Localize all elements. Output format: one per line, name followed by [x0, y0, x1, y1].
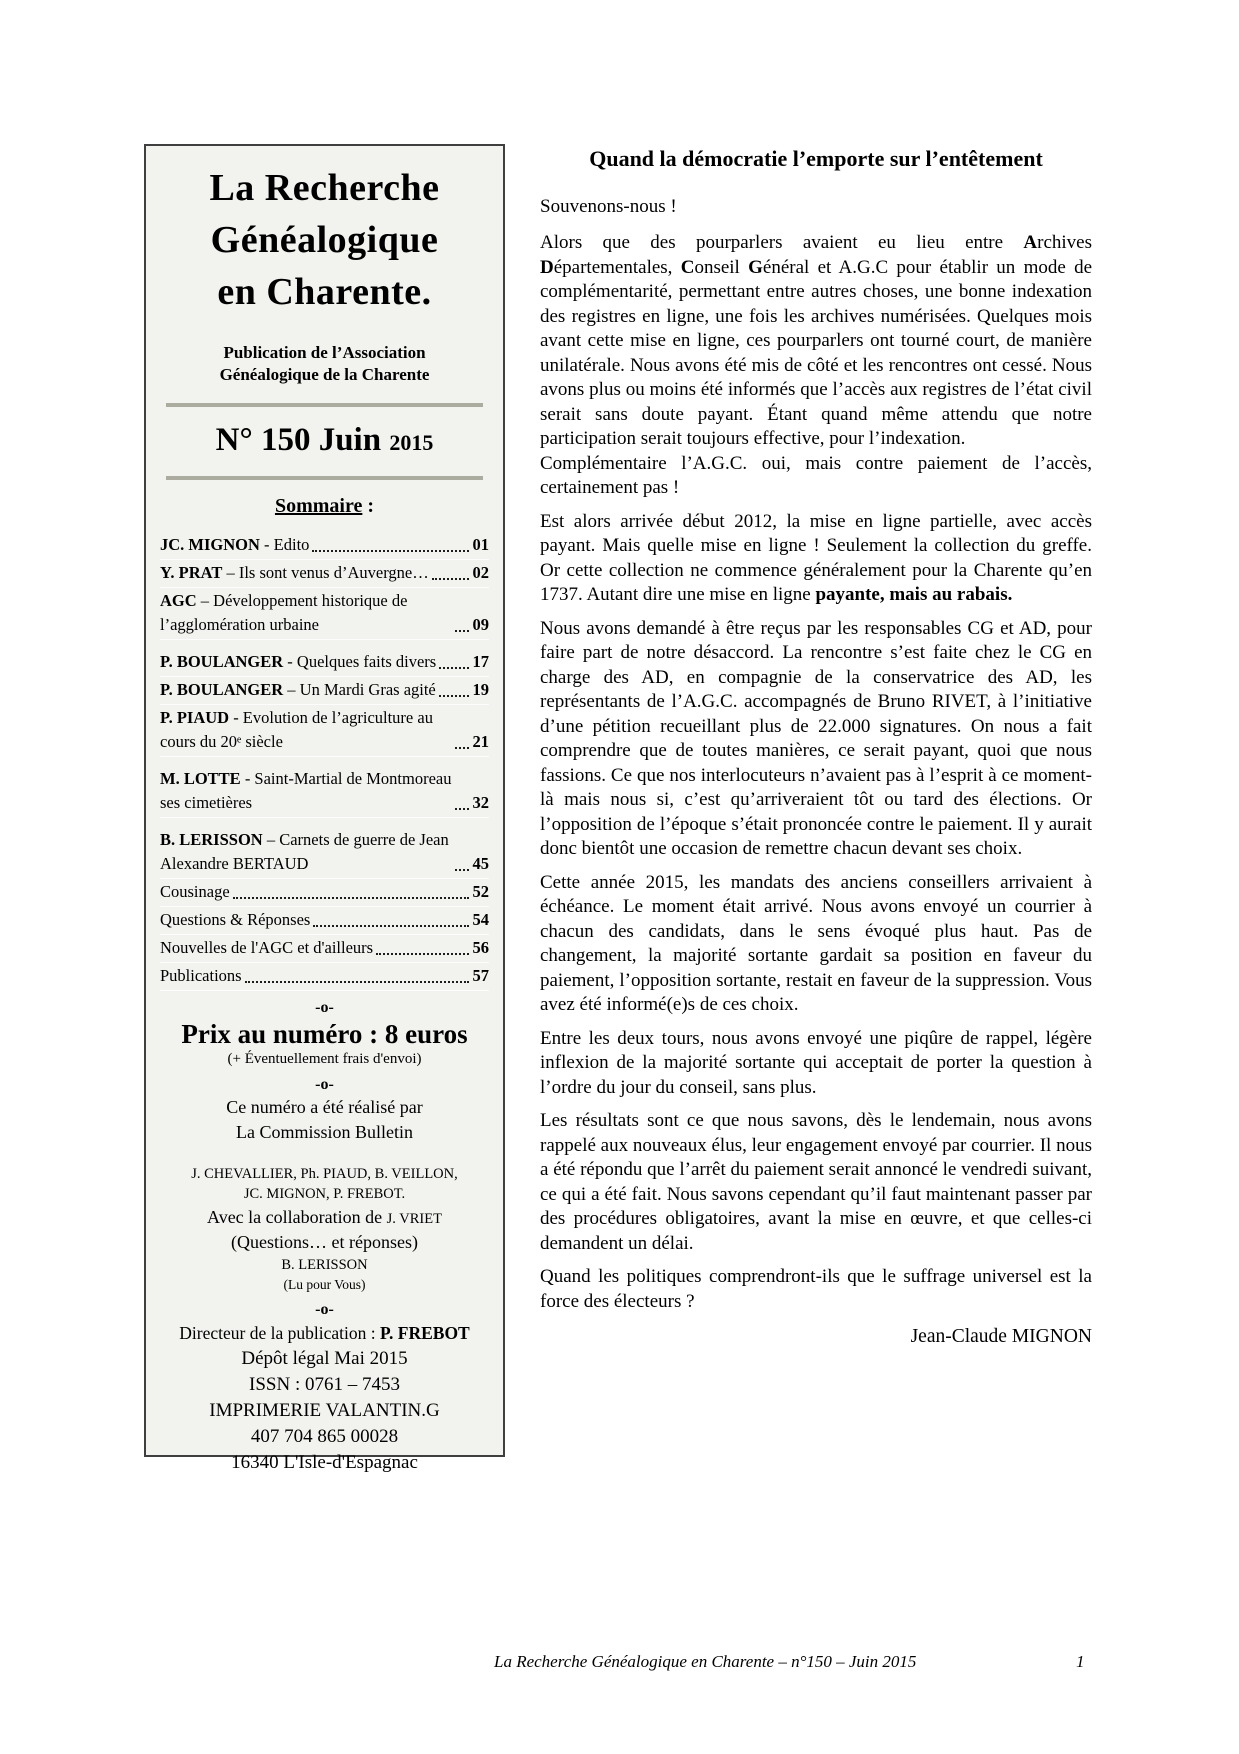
journal-title-line1: La Recherche: [209, 167, 440, 209]
toc-row: [160, 705, 489, 757]
journal-subtitle-line1: Publication de l’Association: [223, 343, 426, 362]
toc-entry-page: 02: [472, 563, 489, 582]
collaboration-line: [158, 1207, 491, 1228]
toc-row: [160, 532, 489, 560]
toc-row: [160, 677, 489, 705]
toc-dot-leader: [455, 808, 469, 810]
director-line: [158, 1323, 491, 1344]
toc-row: [160, 766, 489, 818]
toc-entry-author: B. LERISSON: [160, 830, 263, 849]
toc-entry-page: 21: [472, 732, 489, 751]
toc-heading-word: Sommaire: [274, 495, 363, 517]
toc-dot-leader: [313, 925, 468, 927]
article-body: [540, 231, 1092, 1314]
toc-entry-page: 54: [472, 910, 489, 929]
toc-dot-leader: [312, 550, 468, 552]
toc-row: [160, 963, 489, 991]
masthead-panel: [144, 144, 505, 1473]
toc-row: [160, 827, 489, 879]
toc-entry-text: Cousinage: [160, 882, 230, 901]
printer-line: IMPRIMERIE VALANTIN.G: [209, 1400, 440, 1421]
article-title: Quand la démocratie l’emporte sur l’entêtement: [589, 146, 1043, 171]
toc-entry-page: 52: [472, 882, 489, 901]
printer-city-line: 16340 L'Isle-d'Espagnac: [231, 1452, 418, 1473]
toc-entry-text: P. BOULANGER – Un Mardi Gras agité: [160, 680, 436, 699]
article-paragraph: Quand les politiques comprendront-ils que le suffrage universel est la force des électeurs ?: [540, 1266, 1092, 1312]
toc-dot-leader: [245, 981, 469, 983]
separator-ornament: -o-: [315, 999, 334, 1016]
toc-entry-text: Questions & Réponses: [160, 910, 311, 929]
toc-entry-page: 56: [472, 938, 489, 957]
toc-entry-text: Publications: [160, 966, 242, 985]
made-by-line2: La Commission Bulletin: [235, 1122, 413, 1142]
toc-row: [160, 588, 489, 640]
toc-dot-leader: [439, 667, 468, 669]
editorial-article: [540, 146, 1092, 1348]
toc-entry-page: 17: [472, 652, 489, 671]
toc-heading: [158, 495, 491, 518]
team-line1: J. CHEVALLIER, Ph. PIAUD, B. VEILLON,: [191, 1166, 458, 1182]
toc-dot-leader: [455, 869, 469, 871]
price-line: Prix au numéro : 8 euros: [181, 1019, 468, 1049]
toc-entry-page: 19: [472, 680, 489, 699]
article-paragraph: Alors que des pourparlers avaient eu lieu entre Archives Départementales, Conseil Général et A.G.C pour établir un mode de complémentarité, permettant entre autres choses, une bonne indexation des registres en ligne, une fois les archives numérisées. Quelques mois avant cette mise en ligne, ces pourparlers ont tourné court, de manière unilatérale. Nous avons été mis de côté et les rencontres ont cessé. Nous avons plus ou moins été informés que l’accès aux registres de l’état civil serait sans doute payant. Étant quand même attendu que notre participation serait toujours effective, pour l’indexation.: [540, 232, 1093, 449]
director-label: Directeur de la publication :: [179, 1323, 380, 1343]
toc-entry-author: P. BOULANGER: [160, 680, 284, 699]
footer-page-number: 1: [1076, 1652, 1085, 1671]
toc-entry-author: AGC: [160, 591, 197, 610]
toc-entry-text: Nouvelles de l'AGC et d'ailleurs: [160, 938, 374, 957]
collaboration-note: (Questions… et réponses): [231, 1232, 418, 1252]
toc-entry-text: B. LERISSON – Carnets de guerre de Jean Alexandre BERTAUD: [160, 830, 449, 873]
journal-title-line3: en Charente.: [217, 271, 432, 313]
toc-entry-author: JC. MIGNON: [160, 535, 260, 554]
toc-dot-leader: [455, 747, 469, 749]
collaboration-note2: (Lu pour Vous): [283, 1277, 366, 1292]
journal-subtitle-line2: Généalogique de la Charente: [219, 365, 430, 384]
divider-rule: [166, 403, 483, 407]
author-signature: Jean-Claude MIGNON: [910, 1326, 1092, 1347]
toc-row: [160, 649, 489, 677]
toc-entry-page: 01: [472, 535, 489, 554]
article-paragraph: Cette année 2015, les mandats des anciens conseillers arrivaient à échéance. Le moment était arrivé. Nous avons envoyé un courrier à chacun des candidats, dans le sens évoqué plus haut. Pas de changement, la majorité sortante gardait sa position en faveur du paiement, l’opposition sortante, restait en faveur de la suppression. Vous avez été informé(e)s de ces choix.: [540, 871, 1092, 1015]
toc-entry-page: 57: [472, 966, 489, 985]
article-paragraph: Complémentaire l’A.G.C. oui, mais contre paiement de l’accès, certainement pas !: [540, 452, 1092, 498]
director-name: P. FREBOT: [379, 1323, 470, 1343]
table-of-contents: [158, 532, 491, 991]
journal-title: [158, 162, 491, 318]
toc-entry-page: 09: [472, 615, 489, 634]
price-note: (+ Éventuellement frais d'envoi): [227, 1051, 422, 1067]
toc-dot-leader: [432, 578, 469, 580]
toc-entry-text: Y. PRAT – Ils sont venus d’Auvergne…: [160, 563, 429, 582]
issue-number: [158, 422, 491, 459]
journal-subtitle: [158, 342, 491, 386]
toc-row: [160, 879, 489, 907]
separator-ornament: -o-: [315, 1301, 334, 1318]
journal-title-line2: Généalogique: [210, 219, 439, 261]
toc-row: [160, 907, 489, 935]
toc-row: [160, 560, 489, 588]
collaborator-name: J. VRIET: [386, 1211, 442, 1227]
issue-year: 2015: [389, 430, 434, 455]
issue-prefix: N° 150 Juin: [215, 422, 382, 458]
toc-entry-author: P. PIAUD: [160, 708, 230, 727]
footer-journal-line: La Recherche Généalogique en Charente – n°150 – Juin 2015: [494, 1652, 917, 1671]
team-line2: JC. MIGNON, P. FREBOT.: [243, 1186, 406, 1202]
toc-entry-text: P. BOULANGER - Quelques faits divers: [160, 652, 437, 671]
made-by-line1: Ce numéro a été réalisé par: [226, 1097, 423, 1117]
toc-entry-author: M. LOTTE: [160, 769, 241, 788]
toc-entry-text: JC. MIGNON - Edito: [160, 535, 310, 554]
toc-entry-text: M. LOTTE - Saint-Martial de Montmoreau ses cimetières: [160, 769, 452, 812]
toc-entry-page: 45: [472, 854, 489, 873]
article-paragraph: Nous avons demandé à être reçus par les responsables CG et AD, pour faire part de notre désaccord. La rencontre s’est faite chez le CG en charge des AD, en compagnie de la conservatrice des AD, les représentants de l’A.G.C. accompagnés de Bruno RIVET, à l’initiative d’une pétition recueillant plus de 22.000 signatures. On nous a fait comprendre que de toutes manières, ce serait payant, quoi que nous fassions. Ce que nos interlocuteurs n’avaient pas à l’esprit à ce moment-là mais nous si, c’est qu’arriveraient tôt ou tard des élections. Or l’opposition de l’époque s’était prononcée contre le paiement. Il y aurait donc bientôt une occasion de remettre chacun devant ses choix.: [540, 617, 1092, 859]
toc-entry-author: P. BOULANGER: [160, 652, 284, 671]
toc-row: [160, 935, 489, 963]
toc-entry-text: P. PIAUD - Evolution de l’agriculture au cours du 20ᵉ siècle: [160, 708, 433, 751]
toc-dot-leader: [439, 695, 469, 697]
toc-dot-leader: [455, 630, 469, 632]
toc-dot-leader: [233, 897, 469, 899]
toc-heading-colon: :: [362, 495, 375, 517]
separator-ornament: -o-: [315, 1076, 334, 1093]
toc-dot-leader: [376, 953, 468, 955]
divider-rule: [166, 476, 483, 480]
legal-deposit: Dépôt légal Mai 2015: [241, 1348, 408, 1369]
article-paragraph: Les résultats sont ce que nous savons, dès le lendemain, nous avons rappelé aux nouveaux élus, leur engagement envoyé par courrier. Il nous a été répondu que l’arrêt du paiement serait annoncé le vendredi suivant, ce qui a été fait. Nous savons cependant qu’il faut maintenant passer par des procédures obligatoires, avant la mise en œuvre, et que celles-ci demandent un délai.: [540, 1110, 1092, 1254]
siret-line: 407 704 865 00028: [250, 1426, 399, 1447]
toc-entry-author: Y. PRAT: [160, 563, 223, 582]
article-paragraph: Entre les deux tours, nous avons envoyé une piqûre de rappel, légère inflexion de la majorité sortante qui acceptait de porter la question à l’ordre du jour du conseil, sans plus.: [540, 1027, 1092, 1098]
article-intro: Souvenons-nous !: [540, 196, 677, 217]
collaborator-name2: B. LERISSON: [281, 1257, 368, 1273]
collaboration-prefix: Avec la collaboration de: [207, 1207, 387, 1227]
toc-entry-text: AGC – Développement historique de l’agglomération urbaine: [160, 591, 408, 634]
issn-line: ISSN : 0761 – 7453: [249, 1374, 400, 1395]
article-paragraph: Est alors arrivée début 2012, la mise en ligne partielle, avec accès payant. Mais quelle mise en ligne ! Seulement la collection du greffe. Or cette collection ne commence généralement pour la Charente qu’en 1737. Autant dire une mise en ligne payante, mais au rabais.: [540, 510, 1092, 605]
toc-entry-page: 32: [472, 793, 489, 812]
